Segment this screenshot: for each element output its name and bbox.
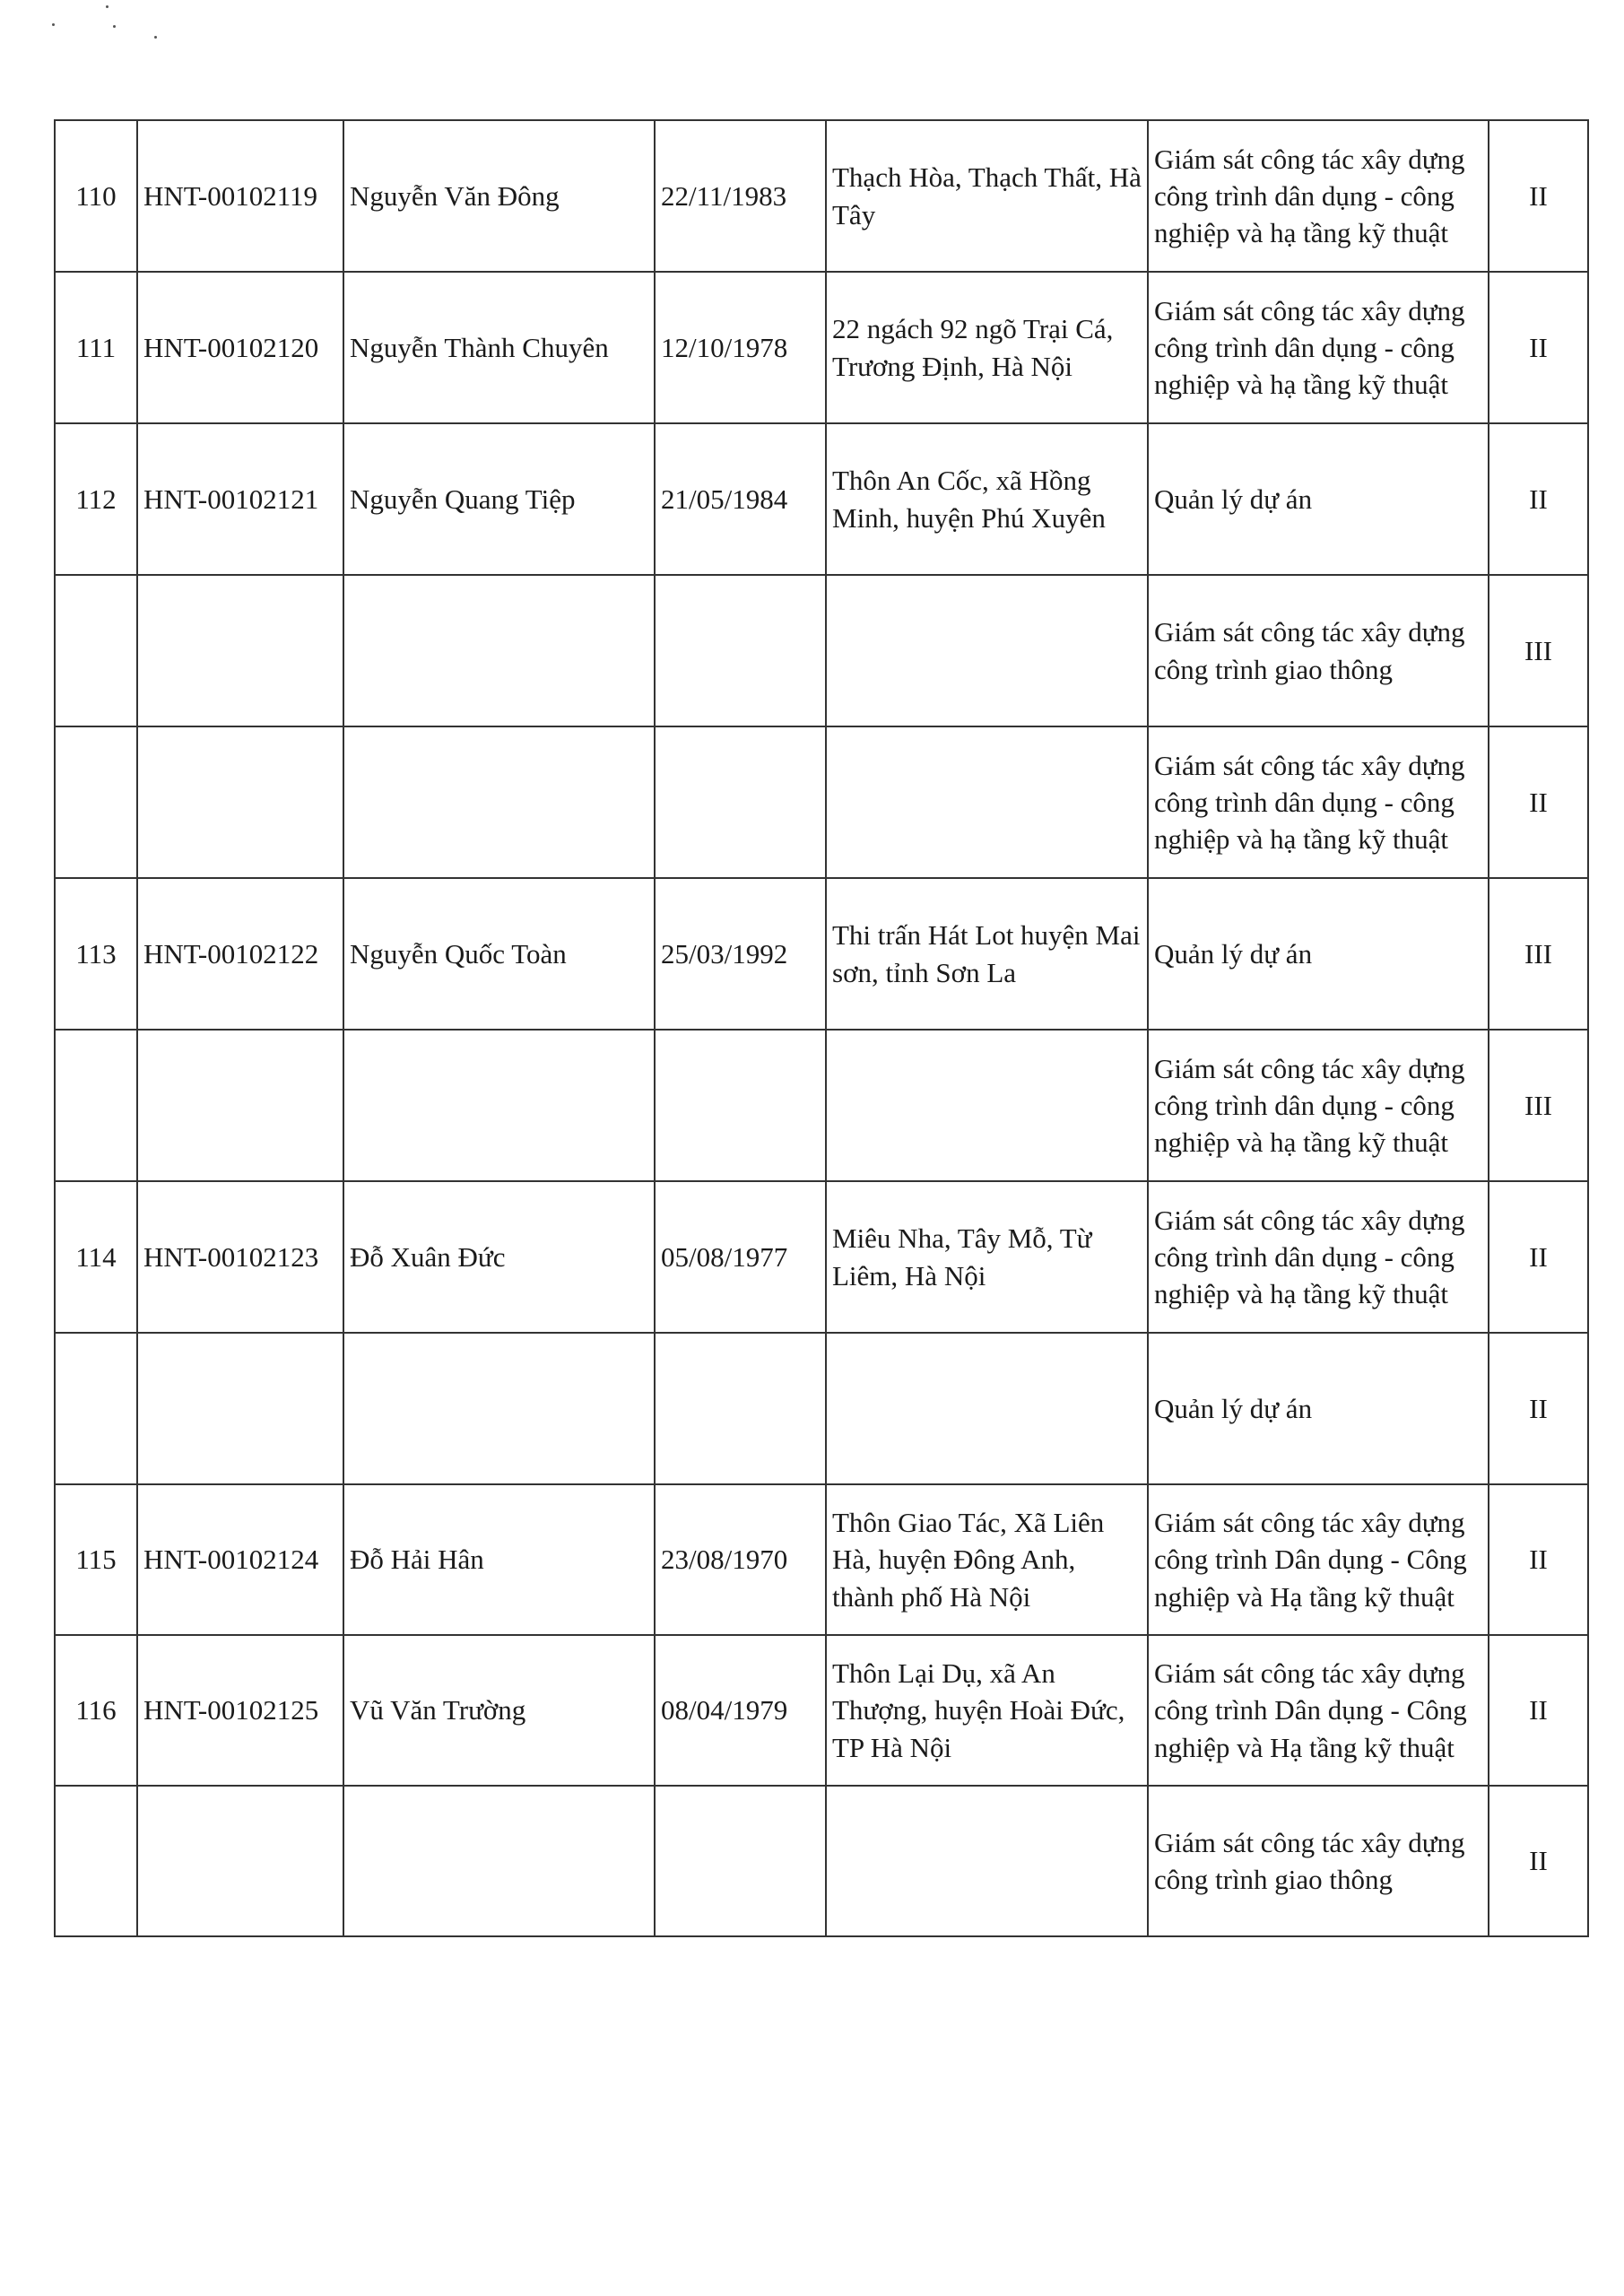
- address: [826, 1786, 1148, 1936]
- date-of-birth: [655, 575, 826, 726]
- certificate-class: II: [1489, 423, 1588, 575]
- full-name: [343, 575, 655, 726]
- address: Miêu Nha, Tây Mỗ, Từ Liêm, Hà Nội: [826, 1181, 1148, 1333]
- table-row: [55, 1635, 1588, 1786]
- certificate-code: HNT-00102124: [137, 1484, 343, 1635]
- table-row: [55, 1484, 1588, 1635]
- practice-field: Quản lý dự án: [1148, 878, 1489, 1030]
- practice-field: Giám sát công tác xây dựng công trình dân dụng - công nghiệp và hạ tầng kỹ thuật: [1148, 1181, 1489, 1333]
- certificate-class: II: [1489, 272, 1588, 423]
- full-name: [343, 1030, 655, 1181]
- row-number: 110: [55, 120, 137, 272]
- full-name: [343, 1333, 655, 1484]
- date-of-birth: [655, 726, 826, 878]
- certificate-code: HNT-00102122: [137, 878, 343, 1030]
- date-of-birth: 05/08/1977: [655, 1181, 826, 1333]
- registry-table: [54, 119, 1589, 1937]
- full-name: Nguyễn Thành Chuyên: [343, 272, 655, 423]
- certificate-code: [137, 1786, 343, 1936]
- row-number: [55, 1030, 137, 1181]
- date-of-birth: 12/10/1978: [655, 272, 826, 423]
- table-row: [55, 878, 1588, 1030]
- row-number: 114: [55, 1181, 137, 1333]
- certificate-class: II: [1489, 1484, 1588, 1635]
- date-of-birth: [655, 1333, 826, 1484]
- certificate-class: II: [1489, 1181, 1588, 1333]
- address: Thôn An Cốc, xã Hồng Minh, huyện Phú Xuyên: [826, 423, 1148, 575]
- table-row: [55, 423, 1588, 575]
- full-name: [343, 1786, 655, 1936]
- address: Thôn Giao Tác, Xã Liên Hà, huyện Đông Anh, thành phố Hà Nội: [826, 1484, 1148, 1635]
- address: 22 ngách 92 ngõ Trại Cá, Trương Định, Hà Nội: [826, 272, 1148, 423]
- date-of-birth: 22/11/1983: [655, 120, 826, 272]
- table-row: [55, 272, 1588, 423]
- row-number: [55, 575, 137, 726]
- practice-field: Giám sát công tác xây dựng công trình Dân dụng - Công nghiệp và Hạ tầng kỹ thuật: [1148, 1484, 1489, 1635]
- table-row: [55, 1333, 1588, 1484]
- table-row: [55, 120, 1588, 272]
- certificate-code: [137, 1030, 343, 1181]
- date-of-birth: 23/08/1970: [655, 1484, 826, 1635]
- row-number: [55, 1333, 137, 1484]
- date-of-birth: [655, 1030, 826, 1181]
- address: [826, 1030, 1148, 1181]
- table-row: [55, 726, 1588, 878]
- certificate-class: III: [1489, 575, 1588, 726]
- date-of-birth: 21/05/1984: [655, 423, 826, 575]
- practice-field: Giám sát công tác xây dựng công trình dân dụng - công nghiệp và hạ tầng kỹ thuật: [1148, 272, 1489, 423]
- full-name: Nguyễn Quang Tiệp: [343, 423, 655, 575]
- practice-field: Quản lý dự án: [1148, 1333, 1489, 1484]
- table-row: [55, 1786, 1588, 1936]
- certificate-class: II: [1489, 120, 1588, 272]
- certificate-code: [137, 1333, 343, 1484]
- certificate-class: III: [1489, 1030, 1588, 1181]
- practice-field: Giám sát công tác xây dựng công trình giao thông: [1148, 575, 1489, 726]
- certificate-code: HNT-00102121: [137, 423, 343, 575]
- certificate-code: HNT-00102120: [137, 272, 343, 423]
- practice-field: Quản lý dự án: [1148, 423, 1489, 575]
- address: [826, 726, 1148, 878]
- certificate-code: HNT-00102125: [137, 1635, 343, 1786]
- practice-field: Giám sát công tác xây dựng công trình dân dụng - công nghiệp và hạ tầng kỹ thuật: [1148, 120, 1489, 272]
- date-of-birth: 08/04/1979: [655, 1635, 826, 1786]
- certificate-class: III: [1489, 878, 1588, 1030]
- certificate-class: II: [1489, 1333, 1588, 1484]
- row-number: 113: [55, 878, 137, 1030]
- practice-field: Giám sát công tác xây dựng công trình dân dụng - công nghiệp và hạ tầng kỹ thuật: [1148, 1030, 1489, 1181]
- practice-field: Giám sát công tác xây dựng công trình dân dụng - công nghiệp và hạ tầng kỹ thuật: [1148, 726, 1489, 878]
- scan-speck: [113, 25, 116, 28]
- date-of-birth: 25/03/1992: [655, 878, 826, 1030]
- certificate-class: II: [1489, 1786, 1588, 1936]
- row-number: [55, 1786, 137, 1936]
- row-number: 111: [55, 272, 137, 423]
- scan-speck: [52, 23, 55, 26]
- full-name: Đỗ Xuân Đức: [343, 1181, 655, 1333]
- row-number: 116: [55, 1635, 137, 1786]
- certificate-code: HNT-00102123: [137, 1181, 343, 1333]
- certificate-code: [137, 726, 343, 878]
- full-name: Nguyễn Văn Đông: [343, 120, 655, 272]
- certificate-class: II: [1489, 726, 1588, 878]
- address: Thi trấn Hát Lot huyện Mai sơn, tỉnh Sơn La: [826, 878, 1148, 1030]
- certificate-code: HNT-00102119: [137, 120, 343, 272]
- table-row: [55, 575, 1588, 726]
- certificate-class: II: [1489, 1635, 1588, 1786]
- full-name: Nguyễn Quốc Toàn: [343, 878, 655, 1030]
- scan-speck: [106, 5, 109, 8]
- address: Thạch Hòa, Thạch Thất, Hà Tây: [826, 120, 1148, 272]
- table-row: [55, 1030, 1588, 1181]
- certificate-code: [137, 575, 343, 726]
- address: Thôn Lại Dụ, xã An Thượng, huyện Hoài Đức, TP Hà Nội: [826, 1635, 1148, 1786]
- date-of-birth: [655, 1786, 826, 1936]
- full-name: [343, 726, 655, 878]
- row-number: [55, 726, 137, 878]
- full-name: Vũ Văn Trường: [343, 1635, 655, 1786]
- full-name: Đỗ Hải Hân: [343, 1484, 655, 1635]
- address: [826, 1333, 1148, 1484]
- table-row: [55, 1181, 1588, 1333]
- practice-field: Giám sát công tác xây dựng công trình Dân dụng - Công nghiệp và Hạ tầng kỹ thuật: [1148, 1635, 1489, 1786]
- row-number: 112: [55, 423, 137, 575]
- scan-speck: [154, 36, 157, 39]
- address: [826, 575, 1148, 726]
- row-number: 115: [55, 1484, 137, 1635]
- practice-field: Giám sát công tác xây dựng công trình giao thông: [1148, 1786, 1489, 1936]
